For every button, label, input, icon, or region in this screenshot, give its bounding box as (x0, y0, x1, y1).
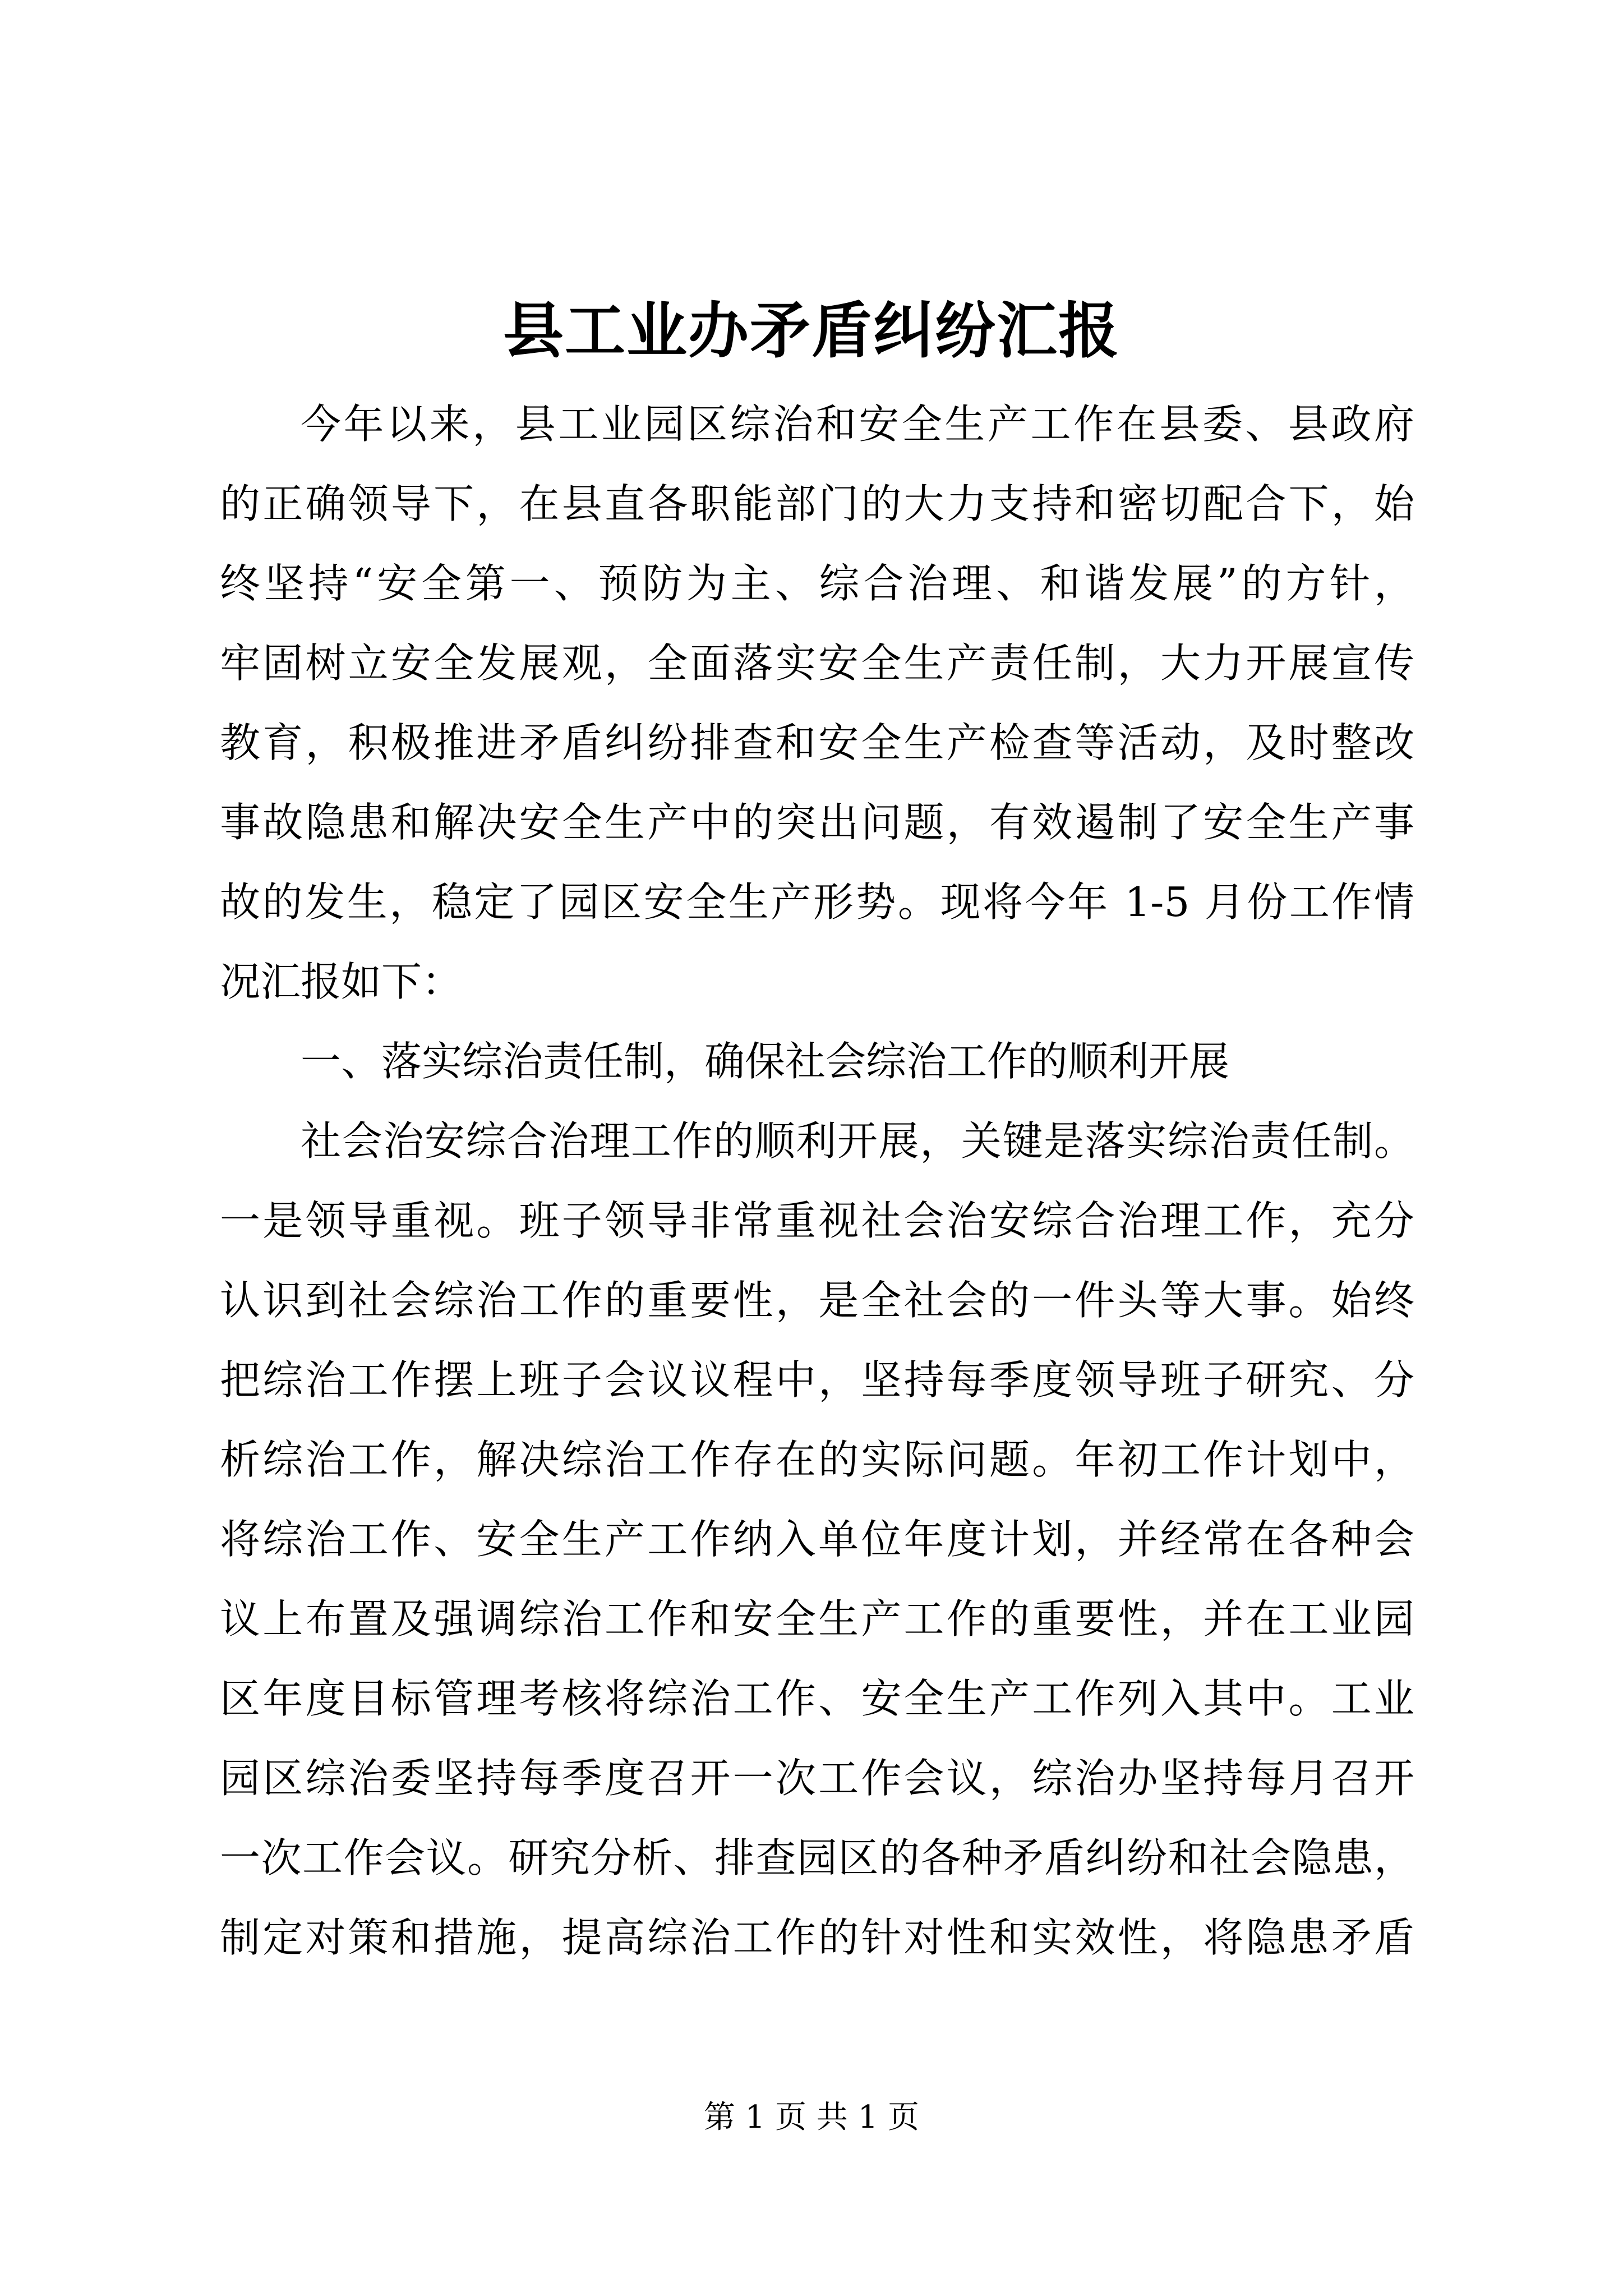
paragraph-line: 终坚持“安全第一、预防为主、综合治理、和谐发展”的方针， (220, 560, 1414, 607)
paragraph-line: 一次工作会议。研究分析、排查园区的各种矛盾纠纷和社会隐患， (220, 1834, 1414, 1881)
paragraph-line: 将综治工作、安全生产工作纳入单位年度计划，并经常在各种会 (220, 1516, 1414, 1563)
paragraph-line: 认识到社会综治工作的重要性，是全社会的一件头等大事。始终 (220, 1277, 1414, 1324)
paragraph-line: 牢固树立安全发展观，全面落实安全生产责任制，大力开展宣传 (220, 639, 1414, 687)
paragraph-line: 把综治工作摆上班子会议议程中，坚持每季度领导班子研究、分 (220, 1356, 1414, 1404)
paragraph-line: 园区综治委坚持每季度召开一次工作会议，综治办坚持每月召开 (220, 1755, 1414, 1802)
paragraph-line: 事故隐患和解决安全生产中的突出问题，有效遏制了安全生产事 (220, 799, 1414, 846)
paragraph-line: 一是领导重视。班子领导非常重视社会治安综合治理工作，充分 (220, 1197, 1414, 1244)
paragraph-line: 析综治工作，解决综治工作存在的实际问题。年初工作计划中， (220, 1436, 1414, 1483)
section-heading: 一、落实综治责任制，确保社会综治工作的顺利开展 (301, 1038, 1230, 1085)
paragraph-line: 况汇报如下： (220, 958, 463, 1005)
paragraph-line: 区年度目标管理考核将综治工作、安全生产工作列入其中。工业 (220, 1675, 1414, 1722)
paragraph-line: 的正确领导下，在县直各职能部门的大力支持和密切配合下，始 (220, 480, 1414, 527)
paragraph-line: 制定对策和措施，提高综治工作的针对性和实效性，将隐患矛盾 (220, 1914, 1414, 1961)
paragraph-line: 故的发生，稳定了园区安全生产形势。现将今年 1-5 月份工作情 (220, 878, 1414, 926)
paragraph-line: 今年以来，县工业园区综治和安全生产工作在县委、县政府 (301, 401, 1414, 448)
document-body (220, 384, 1414, 1977)
paragraph-line: 社会治安综合治理工作的顺利开展，关键是落实综治责任制。 (301, 1117, 1414, 1165)
page-number-footer: 第 1 页 共 1 页 (703, 2099, 920, 2136)
paragraph-line: 议上布置及强调综治工作和安全生产工作的重要性，并在工业园 (220, 1595, 1414, 1642)
document-title: 县工业办矛盾纠纷汇报 (502, 296, 1120, 366)
paragraph-line: 教育，积极推进矛盾纠纷排查和安全生产检查等活动，及时整改 (220, 719, 1414, 766)
